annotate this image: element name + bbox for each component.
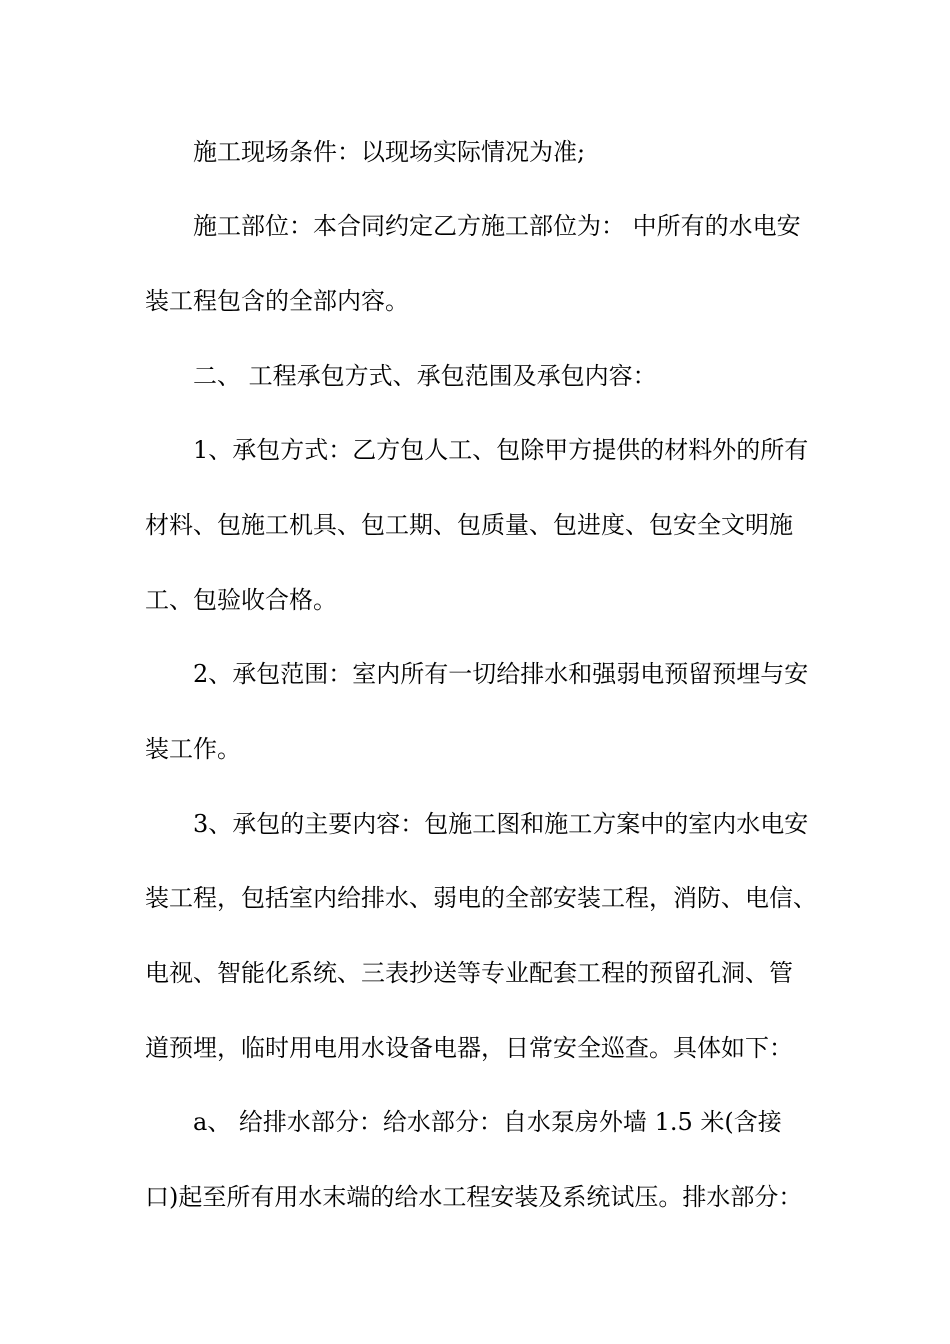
section-heading-contract-method: 二、 工程承包方式、承包范围及承包内容： <box>193 362 657 390</box>
paragraph-contract-method-line-3: 工、包验收合格。 <box>145 586 337 614</box>
paragraph-plumbing-line-1: a、 给排水部分：给水部分：自水泵房外墙 1.5 米(含接 <box>193 1108 782 1136</box>
paragraph-contract-method-line-2: 材料、包施工机具、包工期、包质量、包进度、包安全文明施 <box>145 511 793 539</box>
paragraph-site-conditions: 施工现场条件：以现场实际情况为准; <box>193 138 586 166</box>
paragraph-construction-scope-line-2: 装工程包含的全部内容。 <box>145 287 409 315</box>
paragraph-contract-range-line-1: 2、承包范围：室内所有一切给排水和强弱电预留预埋与安 <box>193 660 809 688</box>
paragraph-construction-scope-line-1: 施工部位：本合同约定乙方施工部位为： 中所有的水电安 <box>193 212 801 240</box>
paragraph-plumbing-line-2: 口)起至所有用水末端的给水工程安装及系统试压。排水部分： <box>145 1183 803 1211</box>
paragraph-main-content-line-4: 道预埋，临时用电用水设备电器，日常安全巡查。具体如下： <box>145 1034 793 1062</box>
paragraph-main-content-line-1: 3、承包的主要内容：包施工图和施工方案中的室内水电安 <box>193 810 809 838</box>
paragraph-contract-range-line-2: 装工作。 <box>145 735 241 763</box>
paragraph-contract-method-line-1: 1、承包方式：乙方包人工、包除甲方提供的材料外的所有 <box>193 436 809 464</box>
paragraph-main-content-line-3: 电视、智能化系统、三表抄送等专业配套工程的预留孔洞、管 <box>145 959 793 987</box>
paragraph-main-content-line-2: 装工程，包括室内给排水、弱电的全部安装工程，消防、电信、 <box>145 884 817 912</box>
